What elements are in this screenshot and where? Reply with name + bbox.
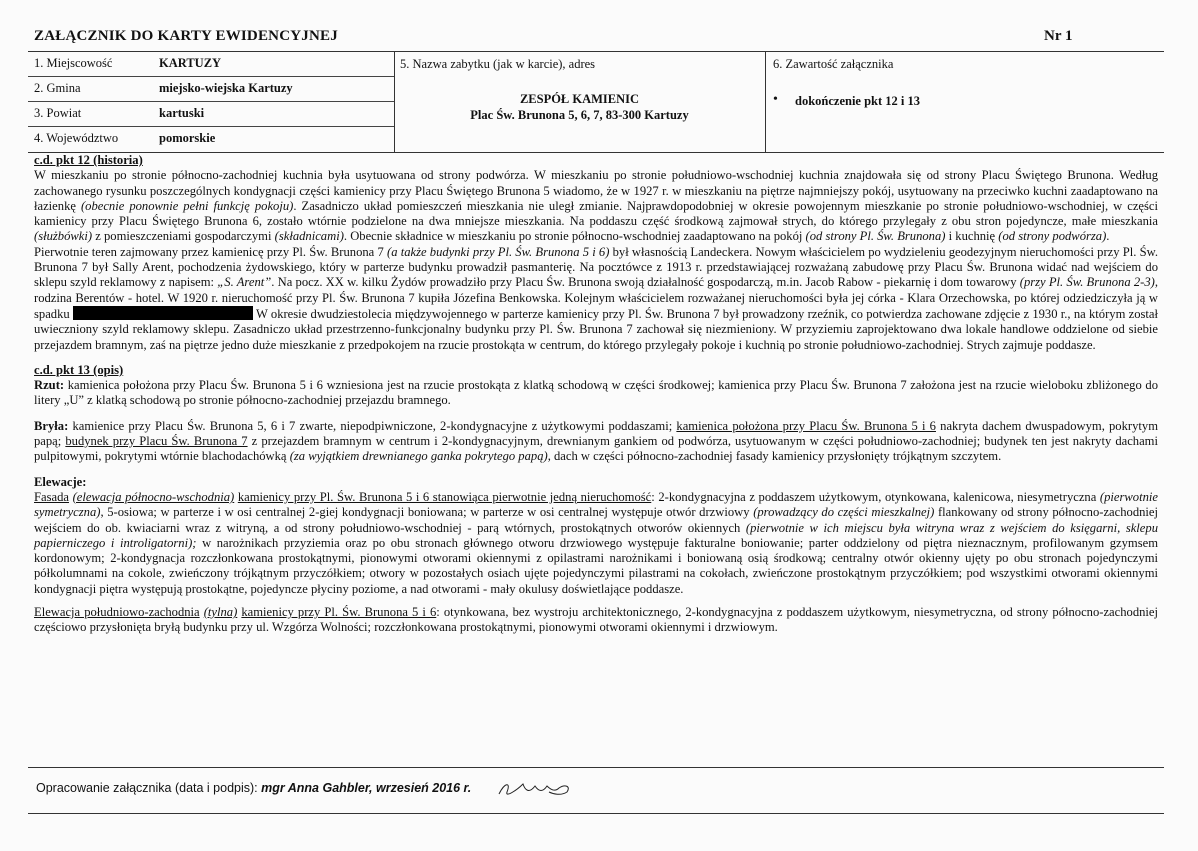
contents-label: 6. Zawartość załącznika [773, 57, 894, 71]
field-label: 3. Powiat [34, 106, 82, 120]
contents-item: dokończenie pkt 12 i 13 [795, 94, 921, 108]
contents-cell [765, 52, 1164, 152]
field-value: pomorskie [159, 131, 216, 145]
field-label: 1. Miejscowość [34, 56, 113, 70]
field-row-miejscowosc [28, 52, 394, 77]
bryla-paragraph: Bryła: kamienice przy Placu Św. Brunona 5, 6 i 7 zwarte, niepodpiwniczone, 2-kondygnacyjne z użytkowymi poddaszami; kamienica położona przy Placu Św. Brunona 5 i 6 nakryta dachem dwuspadowym, pokrytym papą; budynek przy Placu Św. Brunona 7 z przejazdem bramnym w centrum i 2-kondygnacyjnym, drewnianym gankiem od podwórza, usytuowanym w części południowo-zachodniej; budynek ten jest nakryty dachami pulpitowymi, pokrytymi wtórnie blachodachówką (za wyjątkiem drewnianego ganka pokrytego papą), dach w części północno-zachodniej fasady kamienicy przysłonięty trójkątnym szczytem. [34, 418, 1158, 464]
document-number: Nr 1 [1044, 28, 1073, 44]
section-heading-opis: c.d. pkt 13 (opis) [34, 362, 124, 377]
header-table [28, 52, 1164, 153]
historia-paragraph-1: W mieszkaniu po stronie północno-zachodniej kuchnia była usytuowana od strony podwórza. W mieszkaniu po stronie południowo-wschodniej kuchnia znajdowała się od strony Placu Świętego Brunona. Według zachowanego rysunku poszczególnych kondygnacji części kamienicy przy Placu Świętego Brunona 5 wiadomo, że w 1927 r. w mieszkaniu na piętrze najmniejszy pokój, usytuowany na przeciwko kuchni zaadaptowano na łazienkę (obecnie ponownie pełni funkcję pokoju). Zasadniczo układ pomieszczeń mieszkania nie uległ zmianie. Najprawdopodobniej w okresie powojennym mieszkanie po stronie południowo-wschodniej, w części kamienicy przy Placu Świętego Brunona 6, zostało wtórnie podzielone na dwa mniejsze mieszkania. Na poddaszu część środkową zajmował strych, do którego przylegały z obu stron pojedyncze, małe mieszkania (służbówki) z pomieszczeniami gospodarczymi (składnicami). Obecnie składnice w mieszkaniu po stronie północno-wschodniej zaadaptowano na pokój (od strony Pl. Św. Brunona) i kuchnię (od strony podwórza). [34, 168, 1158, 244]
field-value: kartuski [159, 106, 205, 120]
fasada-paragraph: Fasada (elewacja północno-wschodnia) kamienicy przy Pl. Św. Brunona 5 i 6 stanowiąca pierwotnie jedną nieruchomość: 2-kondygnacyjna z poddaszem użytkowym, otynkowana, kalenicowa, niesymetryczna (pierwotnie symetryczna), 5-osiowa; w parterze i w osi centralnej 2-giej kondygnacji boniowana; w parterze w osi centralnej występuje otwór drzwiowy (prowadzący do części mieszkalnej) flankowany od strony północno-zachodniej wejściem do ob. kwiaciarni wraz z witryną, a od strony południowo-wschodniej - parą wtórnych, prostokątnych otworów okiennych (pierwotnie w ich miejscu była witryna wraz z wejściem do księgarni, sklepu papierniczego i introligatorni); w narożnikach przyziemia oraz po obu stronach głównego otworu drzwiowego występuje fakturalne boniowanie; parter oddzielony od piętra nieznacznym, profilowanym gzymsem kordonowym; 2-kondygnacja rozczłonkowana prostokątnymi, pionowymi otworami okiennymi z opilastrami narożnikami i boniowaną osią środkową; centralny otwór okienny ujęty po obu stronach pojedynczymi półkolumnami na cokole, zwieńczony trójkątnym przyczółkiem; otwory w pozostałych osiach ujęte pojedynczymi pilastrami na cokołach, zwieńczone prostokątnym przyczółkiem; pod wszystkimi otworami okiennymi kondygnacji piętra występują prostokątne, pojedyncze płyciny poziome, a nad otworami - mały okulusy doświetlające poddasze. [34, 489, 1158, 596]
field-row-powiat [28, 102, 394, 127]
field-value: miejsko-wiejska Kartuzy [159, 81, 293, 95]
monument-name: ZESPÓŁ KAMIENIC [519, 92, 640, 106]
section-heading-historia: c.d. pkt 12 (historia) [34, 153, 143, 167]
field-label: 2. Gmina [34, 81, 81, 95]
monument-address: Plac Św. Brunona 5, 6, 7, 83-300 Kartuzy [470, 108, 689, 122]
elewacje-heading: Elewacje: [34, 474, 87, 489]
document-title: ZAŁĄCZNIK DO KARTY EWIDENCYJNEJ [34, 28, 338, 44]
monument-name-cell [394, 52, 766, 152]
location-fields [28, 52, 395, 152]
document-body [34, 153, 1158, 636]
redaction-block [73, 306, 253, 320]
field-value: KARTUZY [159, 56, 222, 70]
signature [495, 776, 575, 800]
bullet-icon: • [773, 92, 778, 107]
rzut-paragraph: Rzut: kamienica położona przy Placu Św. Brunona 5 i 6 wzniesiona jest na rzucie prostokąta z klatką schodową w części środkowej; kamienica przy Placu Św. Brunona 7 założona jest na rzucie wieloboku zbliżonego do litery „U” z klatką schodową po stronie północno-zachodniej przejazdu bramnego. [34, 378, 1158, 408]
prepared-by-author: mgr Anna Gahbler, wrzesień 2016 r. [261, 781, 472, 795]
elewacja-tylna-paragraph: Elewacja południowo-zachodnia (tylna) kamienicy przy Pl. Św. Brunona 5 i 6: otynkowana, bez wystroju architektonicznego, 2-kondygnacyjna z poddaszem użytkowym, niesymetryczna, od strony północno-zachodniej częściowo przysłonięta bryłą budynku przy ul. Wzgórza Wolności; rozczłonkowana prostokątnymi, pionowymi otworami okiennymi i drzwiowym. [34, 605, 1158, 635]
prepared-by-label: Opracowanie załącznika (data i podpis): [36, 781, 258, 795]
field-label: 4. Województwo [34, 131, 119, 145]
historia-paragraph-2: Pierwotnie teren zajmowany przez kamienicę przy Pl. Św. Brunona 7 (a także budynki przy Pl. Św. Brunona 5 i 6) był własnością Landeckera. Nowym właścicielem po wydzieleniu geodezyjnym nieruchomości przy Pl. Św. Brunona 7 był Sally Arent, pochodzenia żydowskiego, który w parterze budynku prowadził pasmanterię. Na pocztówce z 1913 r. przedstawiającej rozważaną zabudowę przy Placu Św. Brunona widać nad wejściem do sklepu szyld reklamowy z napisem: „S. Arent”. Na pocz. XX w. kilku Żydów prowadziło przy Placu Św. Brunona swoją działalność gospodarczą, m.in. Jacob Rabow - piekarnię i dom towarowy (przy Pl. Św. Brunona 2-3), rodzina Berentów - hotel. W 1920 r. nieruchomość przy Pl. Św. Brunona 7 kupiła Józefina Benkowska. Kolejnym właścicielem rozważanej nieruchomości była jej córka - Klara Orzechowska, po której odziedziczyła ją w spadku W okresie dwudziestolecia międzywojennego w parterze kamienicy przy Pl. Św. Brunona 7 był prowadzony rzeźnik, co potwierdza zachowane zdjęcie z 1930 r., na którym został uwieczniony szyld reklamowy sklepu. Zasadniczo układ przestrzenno-funkcjonalny budynku przy Pl. Św. Brunona 7 zachował się niezmieniony. W przyziemiu zaprojektowano dwa lokale handlowe oddzielone od siebie przejazdem bramnym, zaś na piętrze jedno duże mieszkanie z przedpokojem na rzucie prostokąta w centrum, do którego przylegały pokoje i kuchnią po stronie południowo-zachodniej. Strych zajmuje poddasze. [34, 244, 1159, 352]
footer-rule [28, 813, 1164, 814]
name-label: 5. Nazwa zabytku (jak w karcie), adres [400, 57, 596, 71]
field-row-gmina [28, 77, 394, 102]
prepared-by [36, 781, 471, 795]
field-row-wojewodztwo [28, 127, 394, 151]
bottom-rule [28, 767, 1164, 768]
